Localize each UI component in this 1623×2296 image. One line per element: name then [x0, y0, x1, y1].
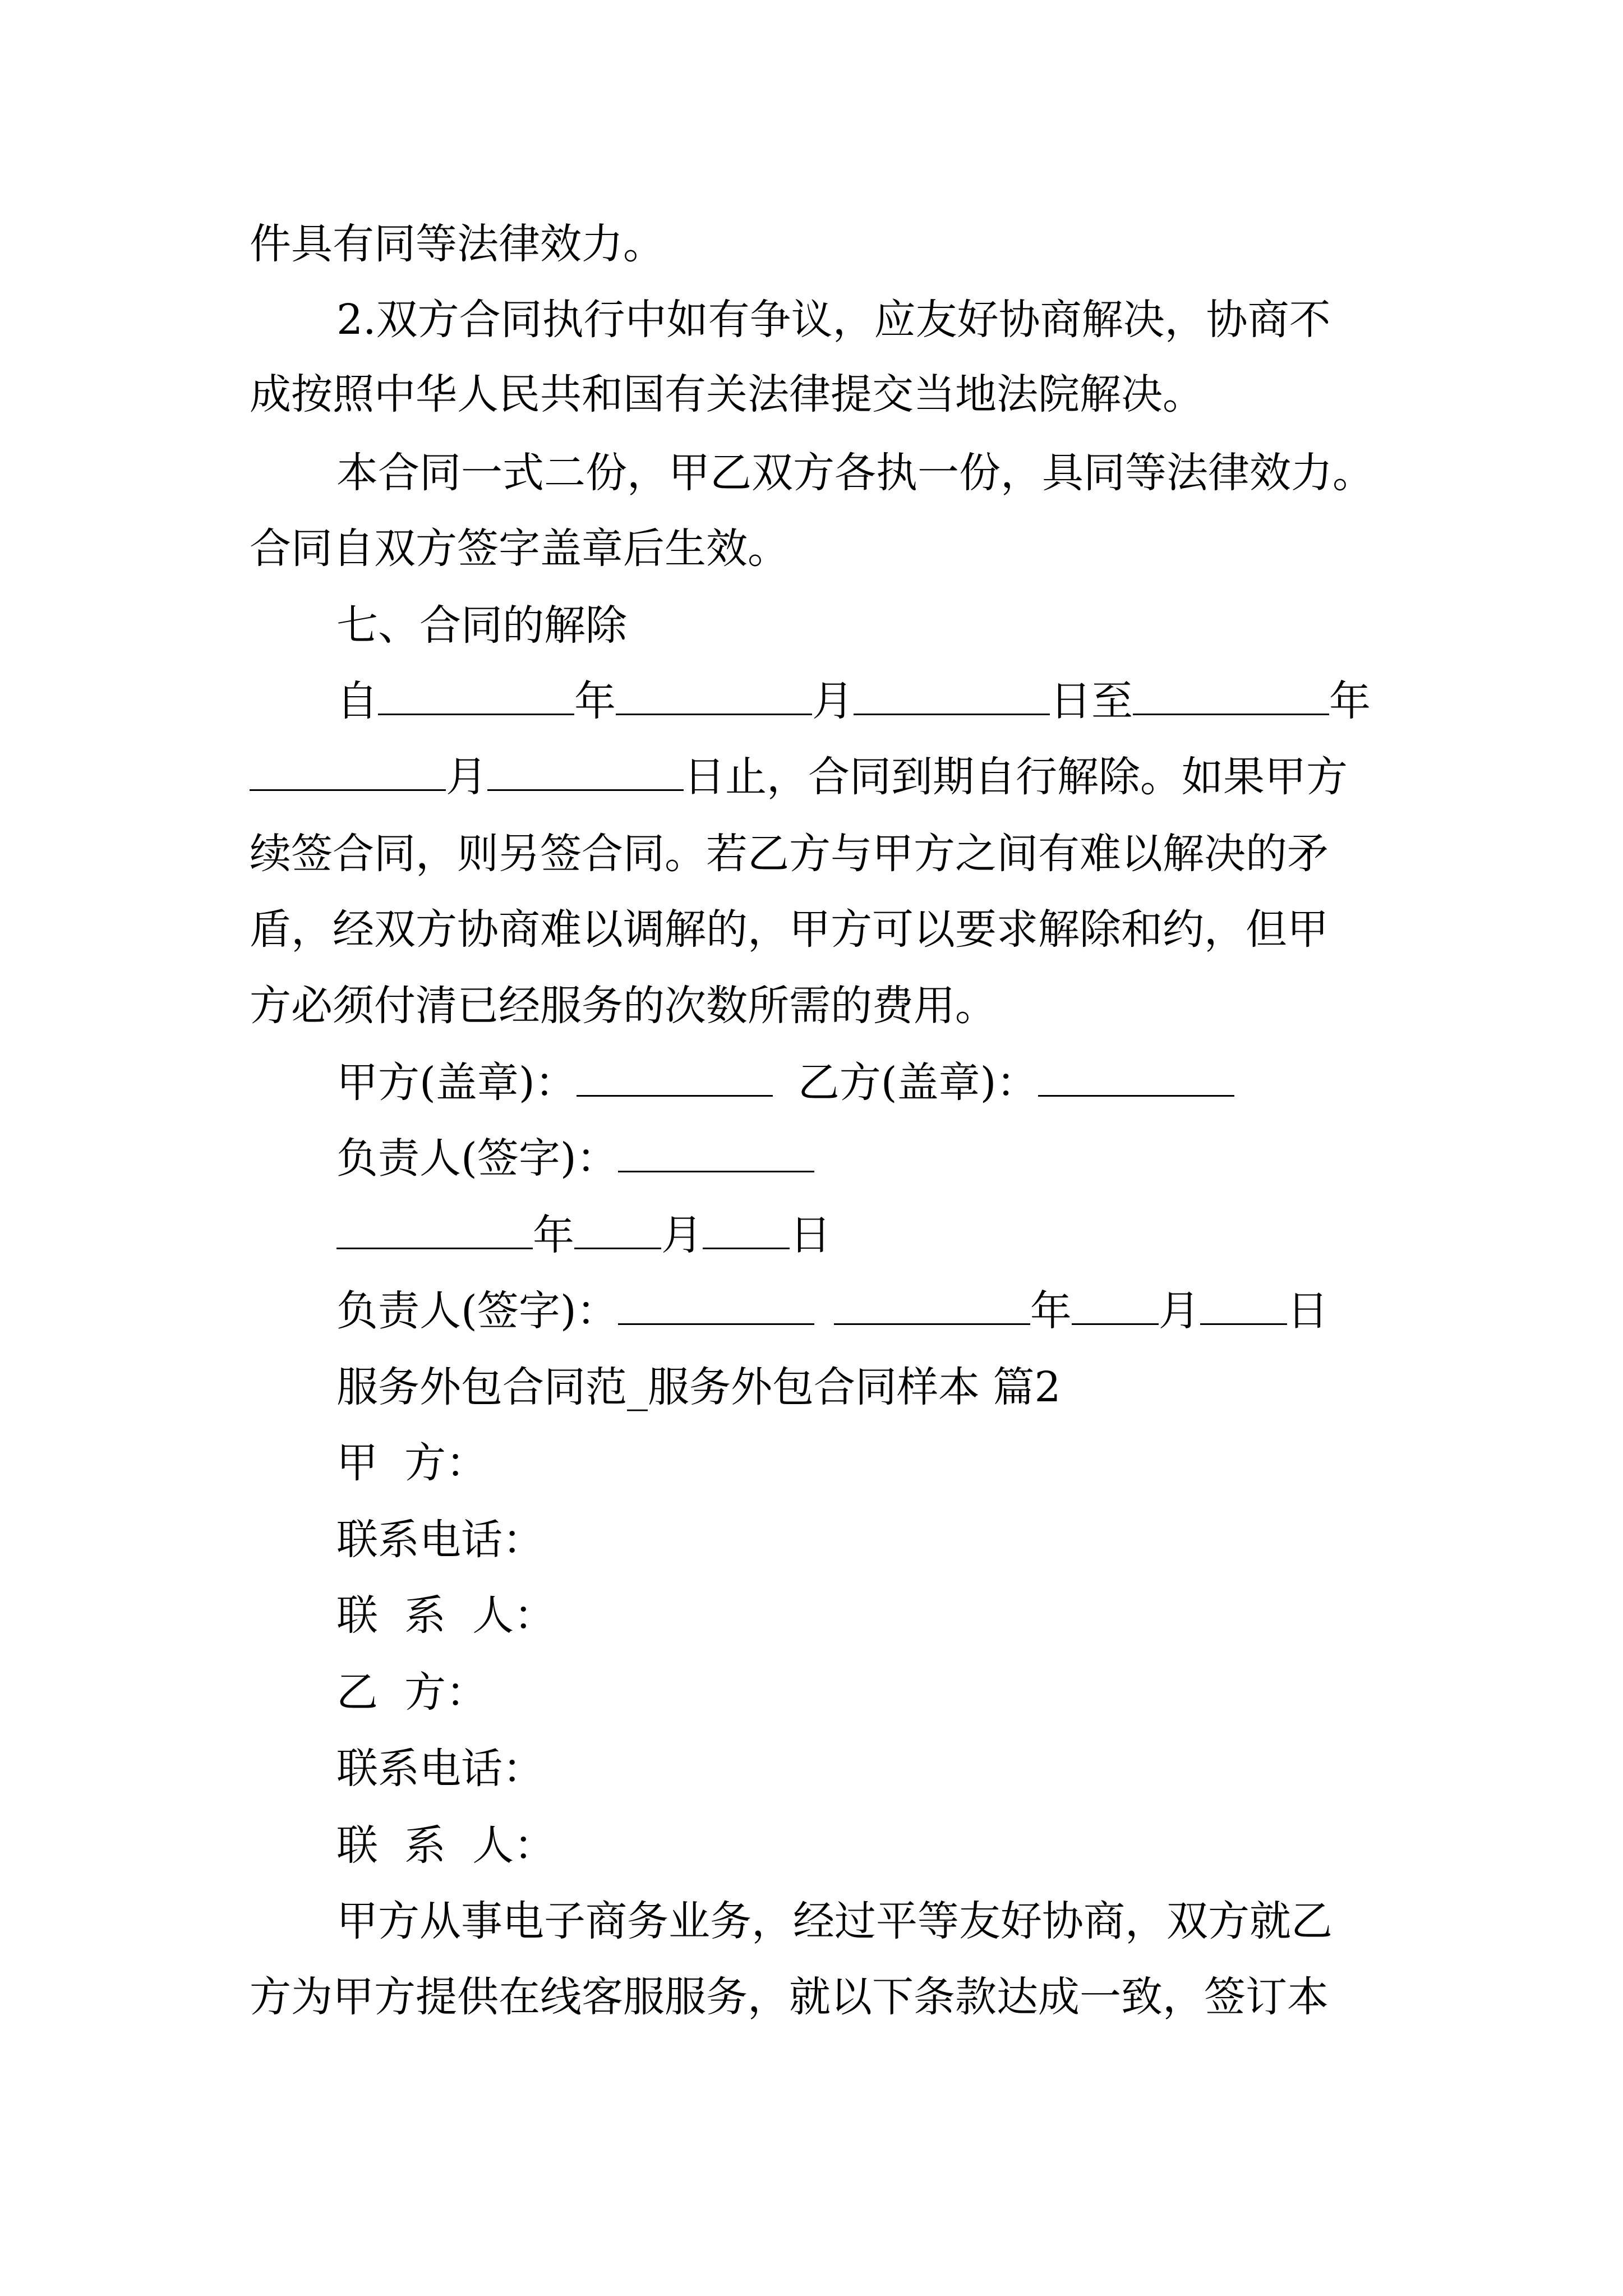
text-line: 续签合同，则另签合同。若乙方与甲方之间有难以解决的矛: [250, 830, 1329, 878]
text-line: 方必须付清已经服务的次数所需的费用。: [250, 982, 997, 1030]
field-label: 联 系 人：: [336, 1591, 556, 1640]
label: 日: [1287, 1287, 1329, 1335]
text-line: 成按照中华人民共和国有关法律提交当地法院解决。: [250, 370, 1204, 418]
text-line: 2.双方合同执行中如有争议，应友好协商解决，协商不: [336, 296, 1331, 344]
blank-field: [336, 1213, 533, 1249]
text-line: 合同自双方签字盖章后生效。: [250, 524, 789, 573]
text-line: 件具有同等法律效力。: [250, 220, 665, 268]
label: 月: [446, 753, 487, 801]
field-label: 乙 方：: [336, 1668, 488, 1717]
date-range-line: [336, 673, 1371, 729]
label: 自: [336, 677, 378, 725]
label: 负责人(签字)：: [336, 1134, 618, 1182]
date-range-line: [250, 749, 1348, 805]
section-title: 服务外包合同范_服务外包合同样本 篇2: [336, 1363, 1061, 1411]
blank-field: [1072, 1289, 1159, 1325]
label: 月: [661, 1211, 703, 1259]
field-label: 甲 方：: [336, 1439, 488, 1487]
blank-field: [618, 1136, 814, 1172]
text-line: 方为甲方提供在线客服服务，就以下条款达成一致，签订本: [250, 1973, 1329, 2021]
signature-line: [336, 1130, 814, 1186]
text-line: 盾，经双方协商难以调解的，甲方可以要求解除和约，但甲: [250, 905, 1329, 954]
blank-field: [834, 1289, 1030, 1325]
text-line: 甲方从事电子商务业务，经过平等友好协商，双方就乙: [336, 1897, 1332, 1945]
label: 年: [533, 1211, 574, 1259]
field-label: 联 系 人：: [336, 1821, 556, 1870]
field-label: 联系电话：: [336, 1745, 544, 1793]
label: 乙方(盖章)：: [797, 1059, 1038, 1107]
label: 甲方(盖章)：: [336, 1059, 577, 1107]
signature-line: [336, 1055, 1234, 1111]
blank-field: [618, 1289, 814, 1325]
blank-field: [577, 1060, 773, 1097]
label: 年: [574, 677, 616, 725]
label: 日至: [1050, 677, 1133, 725]
label: 年: [1030, 1287, 1072, 1335]
blank-field: [1133, 679, 1329, 715]
blank-field: [1200, 1289, 1287, 1325]
label: 负责人(签字)：: [336, 1287, 618, 1335]
label: 年: [1329, 677, 1371, 725]
signature-date-line: [336, 1283, 1329, 1339]
label: 日: [790, 1211, 831, 1259]
blank-field: [703, 1213, 790, 1249]
label: 月: [1158, 1287, 1200, 1335]
blank-field: [616, 679, 812, 715]
blank-field: [854, 679, 1050, 715]
field-label: 联系电话：: [336, 1516, 544, 1564]
blank-field: [378, 679, 574, 715]
blank-field: [487, 754, 684, 791]
blank-field: [574, 1213, 661, 1249]
blank-field: [250, 754, 446, 791]
label: 月: [812, 677, 854, 725]
blank-field: [1038, 1060, 1234, 1097]
date-line: [336, 1207, 831, 1263]
text-line: 本合同一式二份，甲乙双方各执一份，具同等法律效力。: [336, 449, 1374, 497]
section-heading: 七、合同的解除: [336, 601, 627, 650]
text: 日止，合同到期自行解除。如果甲方: [684, 753, 1348, 801]
